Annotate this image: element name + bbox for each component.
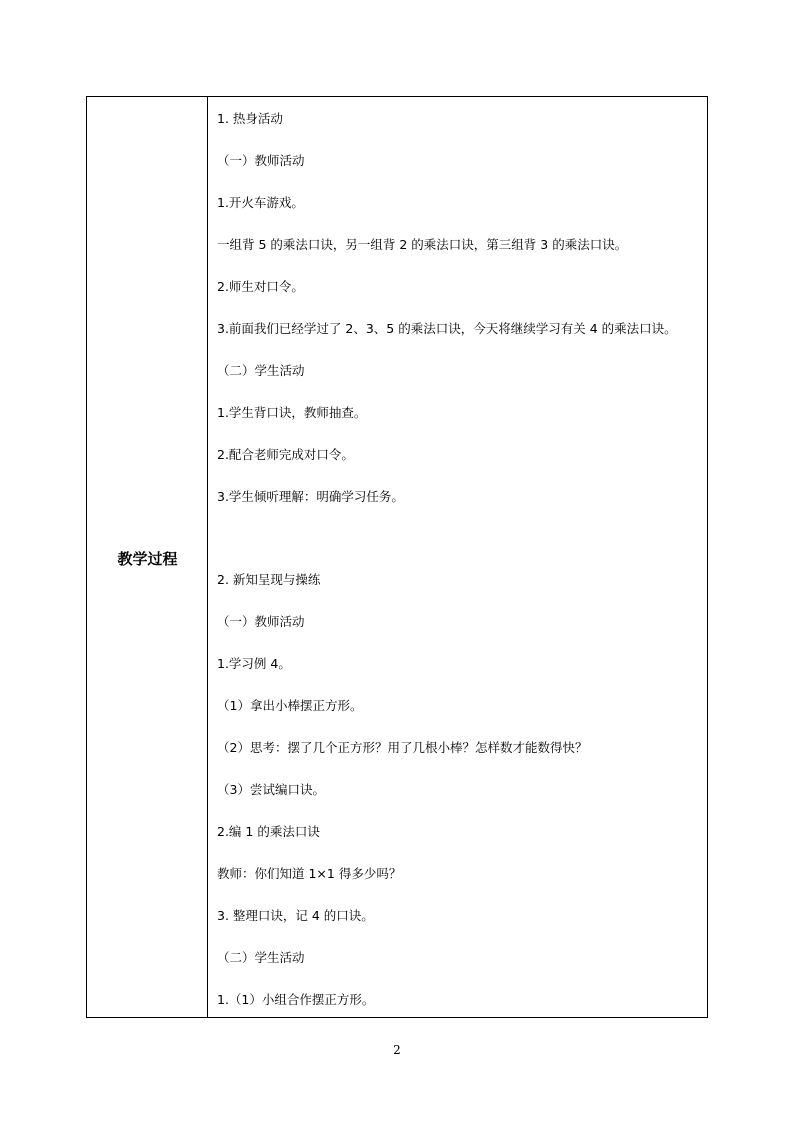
- text-line: 3. 整理口诀，记 4 的口诀。: [217, 908, 374, 923]
- text-line: 3.前面我们已经学过了 2、3、5 的乘法口诀，今天将继续学习有关 4 的乘法口诀。: [217, 321, 677, 336]
- new-knowledge-heading: 2. 新知呈现与操练: [217, 572, 321, 587]
- text-line: （3）尝试编口诀。: [217, 782, 325, 797]
- lesson-table: [86, 96, 708, 1018]
- teacher-activity-heading: （一）教师活动: [217, 153, 305, 168]
- text-line: 1.学习例 4。: [217, 656, 291, 671]
- text-line: 1.开火车游戏。: [217, 195, 304, 210]
- text-line: 3.学生倾听理解：明确学习任务。: [217, 489, 404, 504]
- text-line: （2）思考：摆了几个正方形？用了几根小棒？怎样数才能数得快？: [217, 740, 588, 755]
- label-cell: [87, 97, 208, 1017]
- content-cell: [208, 97, 707, 1017]
- text-line: 2.编 1 的乘法口诀: [217, 824, 320, 839]
- text-line: 1.学生背口诀，教师抽查。: [217, 405, 367, 420]
- text-line: （1）拿出小棒摆正方形。: [217, 698, 363, 713]
- text-line: 2.师生对口令。: [217, 279, 304, 294]
- teacher-activity-heading: （一）教师活动: [217, 614, 305, 629]
- section-label: 教学过程: [117, 550, 178, 568]
- warmup-heading: 1. 热身活动: [217, 111, 283, 126]
- student-activity-heading: （二）学生活动: [217, 363, 305, 378]
- text-line: 1.（1）小组合作摆正方形。: [217, 992, 375, 1007]
- student-activity-heading: （二）学生活动: [217, 950, 305, 965]
- text-line: 2.配合老师完成对口令。: [217, 447, 354, 462]
- text-line: 一组背 5 的乘法口诀，另一组背 2 的乘法口诀，第三组背 3 的乘法口诀。: [217, 237, 628, 252]
- page-number: 2: [393, 1043, 401, 1057]
- text-line: 教师：你们知道 1×1 得多少吗？: [217, 866, 402, 881]
